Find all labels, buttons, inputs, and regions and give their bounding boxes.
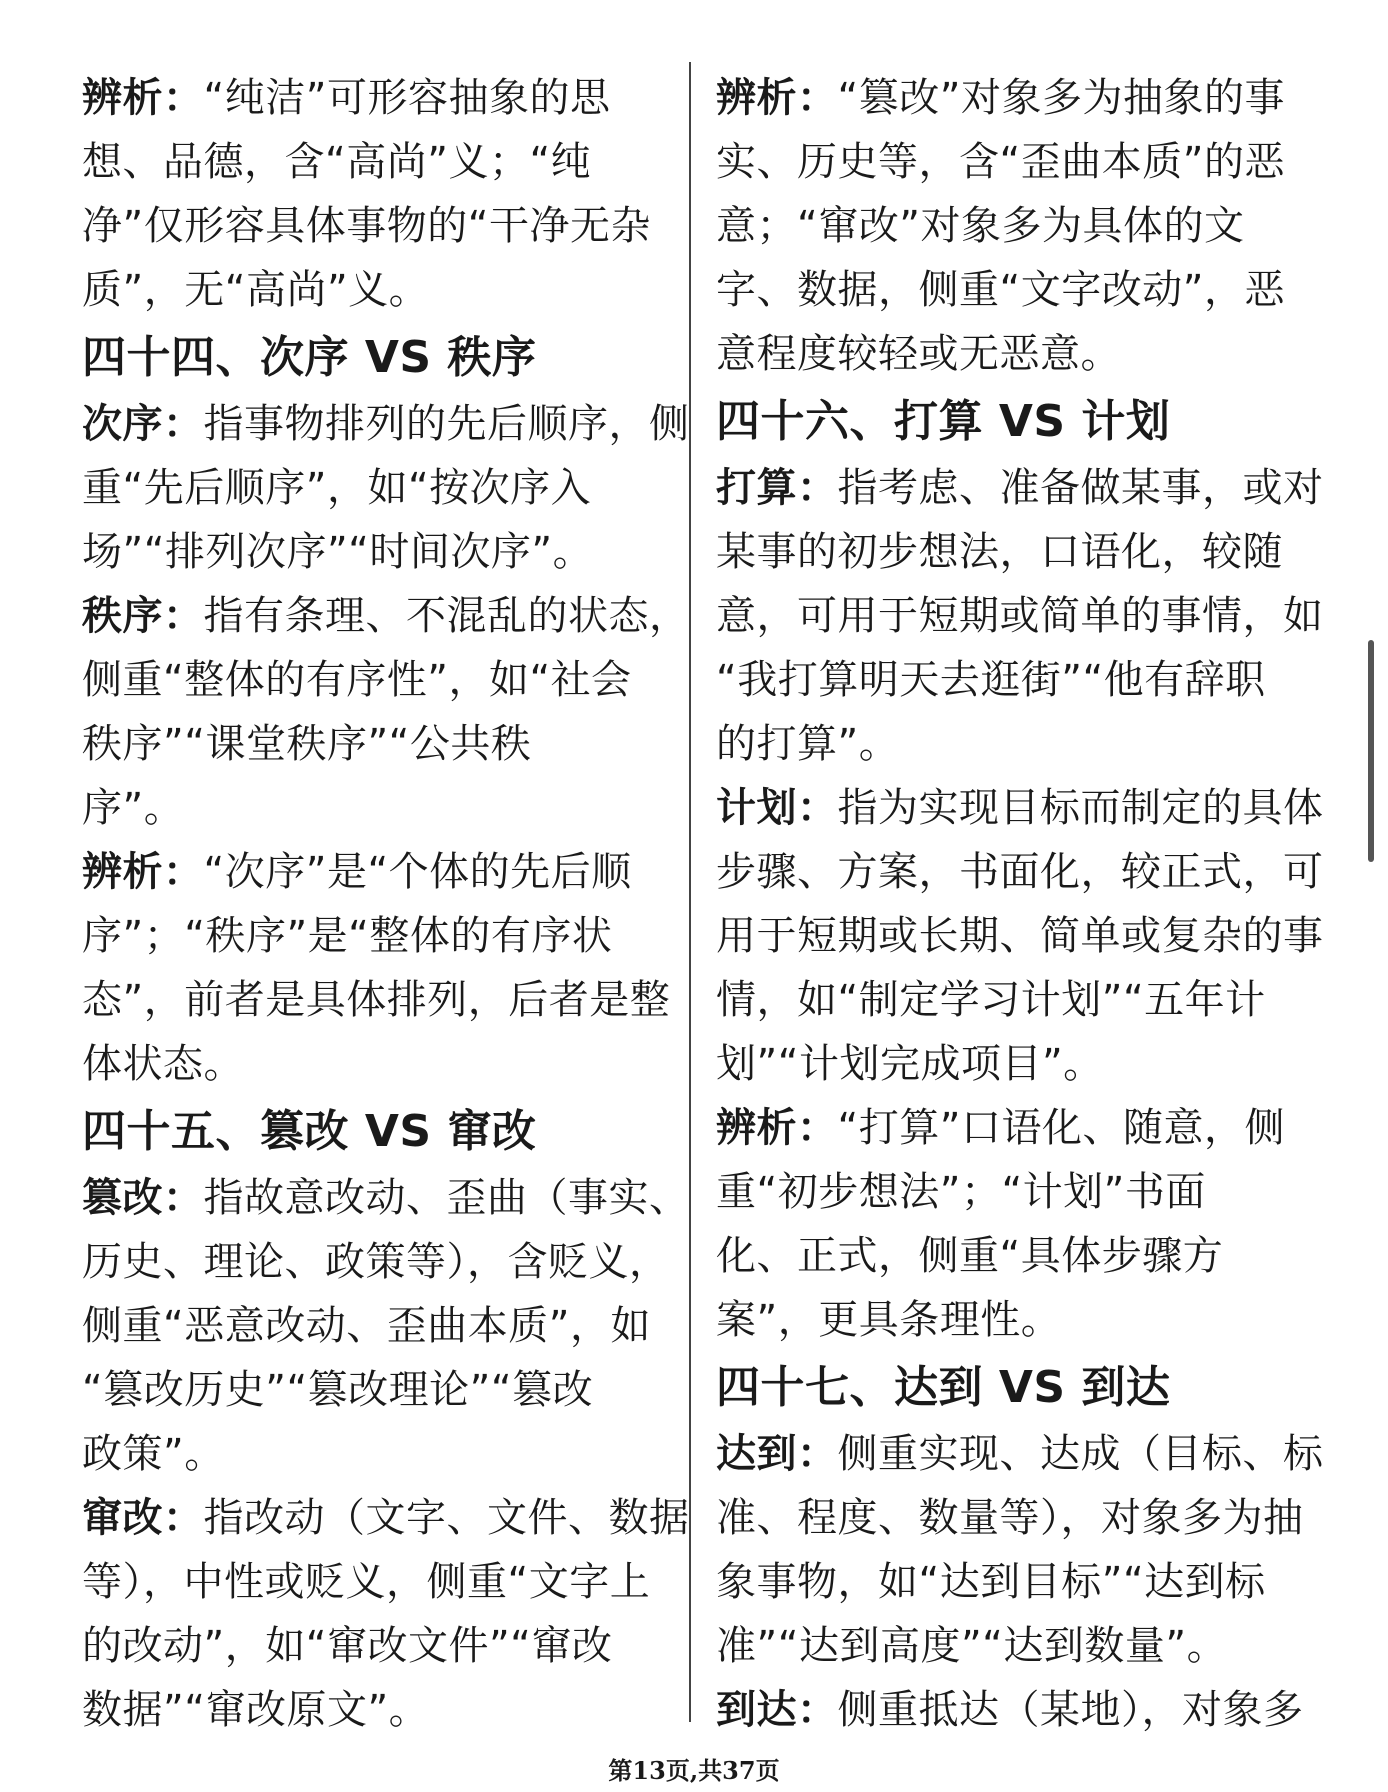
text-line: 篡改：指故意改动、歪曲（事实、 (82, 1175, 690, 1221)
text-line: 质”，无“高尚”义。 (82, 267, 430, 313)
text-line: 准”“达到高度”“达到数量”。 (716, 1623, 1228, 1669)
text-line: 数据”“窜改原文”。 (82, 1687, 430, 1733)
section-heading: 四十六、打算 VS 计划 (716, 396, 1171, 447)
text-line: 步骤、方案，书面化，较正式，可 (716, 849, 1324, 895)
term-label: 辨析： (716, 75, 838, 121)
text-line: 序”。 (82, 785, 185, 831)
text-line: 体状态。 (82, 1041, 244, 1087)
text-line: 到达：侧重抵达（某地），对象多 (716, 1687, 1304, 1733)
text-line: 次序：指事物排列的先后顺序，侧 (82, 401, 690, 447)
text-line: 态”，前者是具体排列，后者是整 (82, 977, 671, 1023)
text-line: 意，可用于短期或简单的事情，如 (716, 593, 1324, 639)
text-line: 象事物，如“达到目标”“达到标 (716, 1559, 1266, 1605)
text-line: 辨析：“打算”口语化、随意，侧 (716, 1105, 1285, 1151)
text-line: 案”，更具条理性。 (716, 1297, 1062, 1343)
text-line: 划”“计划完成项目”。 (716, 1041, 1104, 1087)
text-line: 辨析：“纯洁”可形容抽象的思 (82, 75, 611, 121)
text-line: 意；“窜改”对象多为具体的文 (716, 203, 1245, 249)
text-line: 想、品德，含“高尚”义；“纯 (82, 139, 592, 185)
term-label: 次序： (82, 401, 204, 447)
right-column (716, 66, 1324, 1742)
text-line: 等），中性或贬义，侧重“文字上 (82, 1559, 651, 1605)
term-label: 辨析： (716, 1105, 838, 1151)
text-line: 的改动”，如“窜改文件”“窜改 (82, 1623, 613, 1669)
text-line: 实、历史等，含“歪曲本质”的恶 (716, 139, 1285, 185)
term-label: 秩序： (82, 593, 204, 639)
text-line: 政策”。 (82, 1431, 225, 1477)
term-label: 辨析： (82, 75, 204, 121)
text-line: 打算：指考虑、准备做某事，或对 (716, 465, 1324, 511)
text-line: 场”“排列次序”“时间次序”。 (82, 529, 594, 575)
text-line: 辨析：“次序”是“个体的先后顺 (82, 849, 632, 895)
text-line: 秩序”“课堂秩序”“公共秩 (82, 721, 532, 767)
section-heading: 四十七、达到 VS 到达 (716, 1362, 1171, 1413)
text-line: 侧重“整体的有序性”，如“社会 (82, 657, 632, 703)
text-line: 序”；“秩序”是“整体的有序状 (82, 913, 613, 959)
page-number: 第13页,共37页 (608, 1756, 780, 1785)
term-label: 打算： (716, 465, 838, 511)
text-line: 重“先后顺序”，如“按次序入 (82, 465, 592, 511)
text-line: 化、正式，侧重“具体步骤方 (716, 1233, 1224, 1279)
text-line: 计划：指为实现目标而制定的具体 (716, 785, 1324, 831)
text-line: 秩序：指有条理、不混乱的状态， (82, 593, 690, 639)
text-line: 净”仅形容具体事物的“干净无杂 (82, 203, 651, 249)
text-line: 某事的初步想法，口语化，较随 (716, 529, 1283, 575)
text-line: 历史、理论、政策等），含贬义， (82, 1239, 670, 1285)
text-line: 情，如“制定学习计划”“五年计 (716, 977, 1266, 1023)
text-line: 辨析：“篡改”对象多为抽象的事 (716, 75, 1285, 121)
term-label: 辨析： (82, 849, 204, 895)
term-label: 计划： (716, 785, 838, 831)
scrollbar-thumb[interactable] (1368, 640, 1374, 862)
text-line: 的打算”。 (716, 721, 900, 767)
text-line: 重“初步想法”；“计划”书面 (716, 1169, 1206, 1215)
text-line: “我打算明天去逛街”“他有辞职 (716, 657, 1266, 703)
term-label: 篡改： (82, 1175, 204, 1221)
column-divider (689, 62, 691, 1722)
term-label: 到达： (716, 1687, 838, 1733)
section-heading: 四十五、篡改 VS 窜改 (82, 1106, 537, 1157)
text-line: 意程度较轻或无恶意。 (716, 331, 1121, 377)
term-label: 达到： (716, 1431, 838, 1477)
term-label: 窜改： (82, 1495, 204, 1541)
section-heading: 四十四、次序 VS 秩序 (82, 332, 537, 383)
text-line: 用于短期或长期、简单或复杂的事 (716, 913, 1324, 959)
text-line: 字、数据，侧重“文字改动”，恶 (716, 267, 1285, 313)
text-line: 达到：侧重实现、达成（目标、标 (716, 1431, 1324, 1477)
text-line: “篡改历史”“篡改理论”“篡改 (82, 1367, 594, 1413)
left-column (82, 66, 690, 1742)
text-line: 准、程度、数量等），对象多为抽 (716, 1495, 1304, 1541)
text-line: 侧重“恶意改动、歪曲本质”，如 (82, 1303, 651, 1349)
text-line: 窜改：指改动（文字、文件、数据 (82, 1495, 690, 1541)
